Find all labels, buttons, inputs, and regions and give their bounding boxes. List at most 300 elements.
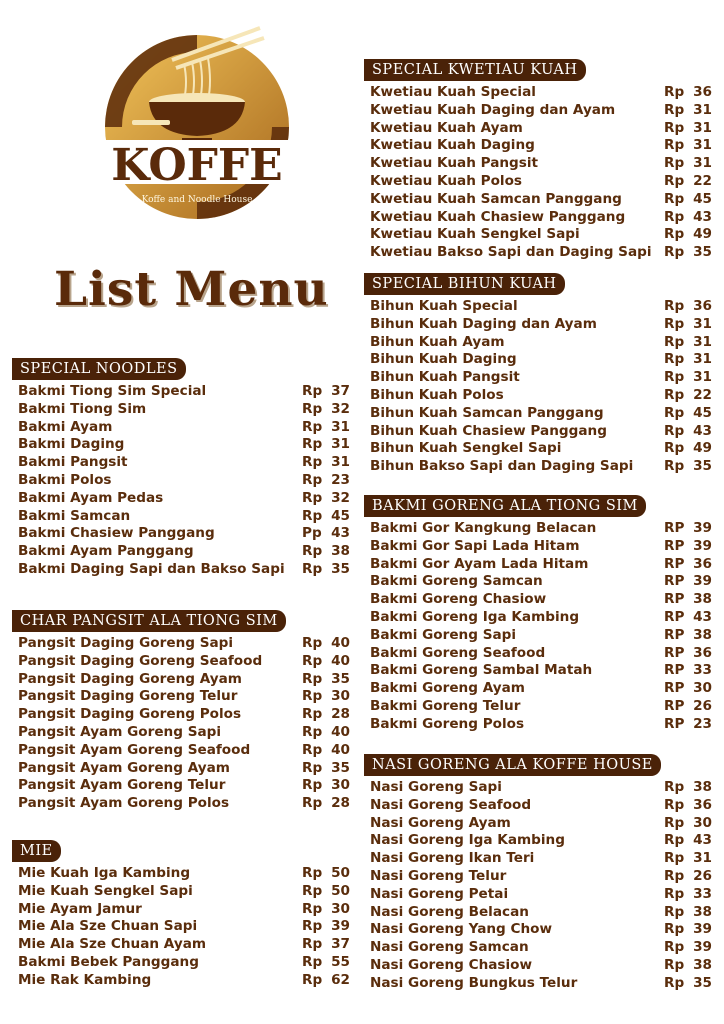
item-name: Kwetiau Kuah Special — [370, 84, 536, 100]
item-currency: RP — [664, 626, 685, 643]
menu-item — [364, 886, 712, 904]
item-currency: Rp — [302, 688, 323, 705]
menu-item — [12, 795, 350, 813]
menu-item — [12, 525, 350, 543]
menu-list — [12, 865, 350, 990]
menu-item — [364, 680, 712, 698]
item-currency: Rp — [302, 471, 323, 488]
item-currency: Rp — [302, 543, 323, 560]
item-name: Bakmi Daging — [18, 436, 125, 453]
menu-item — [364, 627, 712, 645]
menu-list — [12, 383, 350, 579]
item-name: Bakmi Ayam Panggang — [18, 543, 194, 560]
item-currency: Rp — [664, 155, 685, 172]
menu-item — [12, 865, 350, 883]
item-name: Mie Ala Sze Chuan Sapi — [18, 918, 198, 935]
item-currency: Rp — [302, 882, 323, 899]
section-header: SPECIAL KWETIAU KUAH — [364, 59, 586, 81]
item-name: Bakmi Pangsit — [18, 454, 128, 471]
item-name: Mie Ayam Jamur — [18, 900, 142, 917]
item-name: Mie Rak Kambing — [18, 971, 152, 988]
item-price: 28 — [331, 706, 350, 723]
menu-item — [364, 120, 712, 138]
item-price: 35 — [693, 244, 712, 261]
menu-item — [12, 724, 350, 742]
item-currency: Rp — [664, 298, 685, 314]
item-price: 36 — [693, 298, 712, 314]
item-name: Bakmi Chasiew Panggang — [18, 525, 215, 542]
item-price: 31 — [693, 155, 712, 172]
item-currency: Rp — [664, 84, 685, 100]
item-currency: Rp — [302, 560, 323, 577]
menu-item — [364, 662, 712, 680]
item-currency: Rp — [302, 706, 323, 723]
item-currency: RP — [664, 715, 685, 732]
item-currency: Rp — [664, 885, 685, 902]
item-currency: Rp — [302, 507, 323, 524]
item-name: Pangsit Ayam Goreng Ayam — [18, 759, 230, 776]
menu-item — [12, 543, 350, 561]
menu-item — [364, 797, 712, 815]
menu-list — [364, 779, 712, 993]
menu-item — [12, 901, 350, 919]
item-currency: Rp — [664, 867, 685, 884]
item-price: 38 — [693, 626, 712, 643]
section-header: CHAR PANGSIT ALA TIONG SIM — [12, 610, 286, 632]
item-price: 35 — [693, 974, 712, 991]
menu-item — [364, 102, 712, 120]
item-name: Pangsit Daging Goreng Seafood — [18, 652, 263, 669]
item-name: Nasi Goreng Chasiow — [370, 956, 533, 973]
item-price: 43 — [693, 832, 712, 849]
item-price: 38 — [693, 591, 712, 608]
item-price: 40 — [331, 741, 350, 758]
item-name: Bihun Kuah Ayam — [370, 333, 505, 350]
item-name: Kwetiau Kuah Daging dan Ayam — [370, 101, 616, 118]
item-name: Bihun Kuah Samcan Panggang — [370, 404, 604, 421]
item-price: 31 — [693, 351, 712, 368]
item-price: 39 — [693, 573, 712, 590]
item-price: 55 — [331, 953, 350, 970]
item-currency: Rp — [302, 918, 323, 935]
item-currency: Rp — [302, 670, 323, 687]
item-name: Kwetiau Kuah Sengkel Sapi — [370, 226, 580, 243]
item-price: 28 — [331, 795, 350, 812]
item-price: 38 — [693, 956, 712, 973]
menu-item — [364, 921, 712, 939]
item-name: Bihun Kuah Pangsit — [370, 369, 520, 386]
item-price: 39 — [693, 537, 712, 554]
menu-item — [364, 440, 712, 458]
menu-item — [12, 706, 350, 724]
item-price: 23 — [331, 471, 350, 488]
menu-item — [12, 653, 350, 671]
section-header: NASI GORENG ALA KOFFE HOUSE — [364, 754, 661, 776]
section-nasi-goreng — [364, 754, 712, 993]
menu-item — [12, 508, 350, 526]
item-currency: Rp — [664, 796, 685, 813]
item-name: Nasi Goreng Yang Chow — [370, 921, 553, 938]
item-price: 36 — [693, 644, 712, 661]
menu-item — [364, 591, 712, 609]
item-price: 35 — [331, 670, 350, 687]
item-name: Nasi Goreng Ikan Teri — [370, 850, 535, 867]
item-currency: Rp — [302, 759, 323, 776]
item-price: 37 — [331, 383, 350, 399]
item-name: Nasi Goreng Samcan — [370, 939, 529, 956]
item-name: Kwetiau Kuah Chasiew Panggang — [370, 208, 626, 225]
item-name: Kwetiau Bakso Sapi dan Daging Sapi — [370, 244, 652, 261]
menu-item — [364, 226, 712, 244]
menu-list — [364, 84, 712, 262]
item-price: 32 — [331, 489, 350, 506]
item-name: Kwetiau Kuah Ayam — [370, 119, 523, 136]
item-name: Bihun Kuah Sengkel Sapi — [370, 440, 562, 457]
item-currency: Rp — [664, 369, 685, 386]
item-price: 40 — [331, 635, 350, 651]
item-name: Bihun Kuah Daging dan Ayam — [370, 315, 597, 332]
item-currency: Rp — [664, 779, 685, 795]
menu-item — [364, 405, 712, 423]
item-name: Bakmi Ayam Pedas — [18, 489, 164, 506]
menu-item — [12, 954, 350, 972]
item-currency: Pp — [302, 525, 322, 542]
menu-item — [364, 904, 712, 922]
item-name: Nasi Goreng Seafood — [370, 796, 532, 813]
item-currency: Rp — [664, 244, 685, 261]
item-name: Bakmi Polos — [18, 471, 112, 488]
menu-item — [12, 490, 350, 508]
menu-item — [12, 454, 350, 472]
menu-item — [364, 84, 712, 102]
item-currency: RP — [664, 644, 685, 661]
item-name: Nasi Goreng Belacan — [370, 903, 529, 920]
section-header: SPECIAL BIHUN KUAH — [364, 273, 565, 295]
item-currency: Rp — [302, 652, 323, 669]
item-price: 62 — [331, 971, 350, 988]
item-currency: Rp — [664, 832, 685, 849]
item-name: Mie Kuah Iga Kambing — [18, 865, 191, 881]
item-name: Pangsit Daging Goreng Telur — [18, 688, 238, 705]
section-header: SPECIAL NOODLES — [12, 358, 186, 380]
item-price: 45 — [693, 190, 712, 207]
item-price: 36 — [693, 796, 712, 813]
section-bakmi-goreng — [364, 495, 712, 734]
item-currency: Rp — [302, 953, 323, 970]
item-currency: Rp — [664, 903, 685, 920]
menu-item — [364, 520, 712, 538]
noodle-bowl-icon — [92, 22, 302, 232]
page-title: List Menu — [54, 262, 329, 317]
item-price: 43 — [693, 208, 712, 225]
menu-item — [364, 850, 712, 868]
item-currency: Rp — [302, 936, 323, 953]
brand-tagline: Koffe and Noodle House — [141, 195, 253, 205]
item-name: Bakmi Gor Sapi Lada Hitam — [370, 537, 580, 554]
menu-item — [12, 777, 350, 795]
menu-item — [12, 936, 350, 954]
item-name: Bihun Kuah Special — [370, 298, 518, 314]
item-currency: Rp — [664, 939, 685, 956]
menu-item — [364, 173, 712, 191]
item-name: Nasi Goreng Bungkus Telur — [370, 974, 578, 991]
item-currency: Rp — [664, 974, 685, 991]
item-name: Kwetiau Kuah Samcan Panggang — [370, 190, 622, 207]
item-price: 30 — [693, 680, 712, 697]
item-price: 45 — [331, 507, 350, 524]
section-header: MIE — [12, 840, 61, 862]
item-currency: Rp — [302, 635, 323, 651]
item-price: 39 — [331, 918, 350, 935]
item-currency: RP — [664, 591, 685, 608]
item-currency: Rp — [664, 172, 685, 189]
item-price: 26 — [693, 867, 712, 884]
item-currency: Rp — [664, 137, 685, 154]
item-name: Bakmi Goreng Polos — [370, 715, 525, 732]
menu-item — [12, 401, 350, 419]
item-price: 31 — [331, 454, 350, 471]
item-price: 49 — [693, 440, 712, 457]
item-price: 22 — [693, 172, 712, 189]
item-price: 36 — [693, 555, 712, 572]
item-price: 43 — [693, 422, 712, 439]
item-price: 36 — [693, 84, 712, 100]
item-currency: Rp — [302, 795, 323, 812]
item-price: 26 — [693, 697, 712, 714]
item-price: 43 — [331, 525, 350, 542]
item-name: Bakmi Tiong Sim — [18, 400, 147, 417]
menu-item — [364, 458, 712, 476]
item-name: Mie Ala Sze Chuan Ayam — [18, 936, 207, 953]
item-currency: RP — [664, 662, 685, 679]
menu-item — [364, 387, 712, 405]
section-mie — [12, 840, 350, 990]
item-name: Bakmi Tiong Sim Special — [18, 383, 207, 399]
item-price: 39 — [693, 939, 712, 956]
menu-item — [12, 419, 350, 437]
item-price: 22 — [693, 386, 712, 403]
item-price: 31 — [693, 369, 712, 386]
item-currency: Rp — [302, 971, 323, 988]
menu-item — [364, 556, 712, 574]
item-price: 39 — [693, 520, 712, 536]
item-price: 43 — [693, 608, 712, 625]
item-price: 50 — [331, 865, 350, 881]
section-char-pangsit — [12, 610, 350, 813]
item-name: Pangsit Daging Goreng Polos — [18, 706, 242, 723]
item-currency: Rp — [664, 458, 685, 475]
item-name: Bihun Kuah Chasiew Panggang — [370, 422, 607, 439]
item-name: Nasi Goreng Iga Kambing — [370, 832, 565, 849]
item-currency: Rp — [664, 190, 685, 207]
item-currency: Rp — [664, 386, 685, 403]
item-currency: Rp — [302, 400, 323, 417]
item-price: 31 — [693, 315, 712, 332]
menu-item — [364, 975, 712, 993]
menu-item — [364, 423, 712, 441]
menu-item — [364, 939, 712, 957]
item-name: Bakmi Daging Sapi dan Bakso Sapi — [18, 560, 285, 577]
item-currency: RP — [664, 573, 685, 590]
item-name: Pangsit Daging Goreng Sapi — [18, 635, 234, 651]
menu-item — [364, 573, 712, 591]
menu-item — [364, 716, 712, 734]
item-name: Bakmi Goreng Seafood — [370, 644, 546, 661]
menu-list — [12, 635, 350, 813]
item-price: 31 — [331, 436, 350, 453]
item-price: 40 — [331, 723, 350, 740]
item-price: 37 — [331, 936, 350, 953]
item-currency: Rp — [664, 440, 685, 457]
item-price: 30 — [693, 814, 712, 831]
item-name: Nasi Goreng Telur — [370, 867, 507, 884]
item-price: 35 — [331, 759, 350, 776]
item-currency: Rp — [664, 956, 685, 973]
item-price: 38 — [331, 543, 350, 560]
item-name: Nasi Goreng Sapi — [370, 779, 502, 795]
item-name: Bakmi Gor Kangkung Belacan — [370, 520, 597, 536]
item-currency: Rp — [664, 101, 685, 118]
item-name: Pangsit Ayam Goreng Telur — [18, 777, 226, 794]
item-currency: Rp — [302, 723, 323, 740]
menu-item — [364, 155, 712, 173]
item-name: Kwetiau Kuah Polos — [370, 172, 523, 189]
item-currency: Rp — [664, 404, 685, 421]
item-name: Pangsit Ayam Goreng Polos — [18, 795, 230, 812]
item-name: Bihun Kuah Daging — [370, 351, 517, 368]
menu-item — [364, 369, 712, 387]
item-price: 31 — [693, 333, 712, 350]
item-name: Bihun Bakso Sapi dan Daging Sapi — [370, 458, 634, 475]
item-name: Bakmi Samcan — [18, 507, 131, 524]
item-price: 35 — [693, 458, 712, 475]
item-currency: RP — [664, 608, 685, 625]
menu-item — [12, 671, 350, 689]
item-currency: Rp — [664, 333, 685, 350]
menu-item — [12, 561, 350, 579]
item-currency: Rp — [664, 921, 685, 938]
item-name: Bakmi Goreng Sambal Matah — [370, 662, 593, 679]
menu-item — [364, 957, 712, 975]
menu-item — [12, 742, 350, 760]
item-price: 32 — [331, 400, 350, 417]
item-price: 31 — [693, 137, 712, 154]
item-currency: Rp — [664, 315, 685, 332]
menu-item — [12, 972, 350, 990]
menu-item — [12, 472, 350, 490]
item-currency: RP — [664, 680, 685, 697]
item-price: 38 — [693, 779, 712, 795]
menu-item — [12, 688, 350, 706]
item-name: Nasi Goreng Ayam — [370, 814, 511, 831]
item-price: 23 — [693, 715, 712, 732]
section-special-noodles — [12, 358, 350, 579]
item-name: Bakmi Goreng Chasiow — [370, 591, 547, 608]
item-price: 50 — [331, 882, 350, 899]
menu-item — [364, 538, 712, 556]
item-name: Pangsit Ayam Goreng Sapi — [18, 723, 222, 740]
item-price: 40 — [331, 652, 350, 669]
item-currency: Rp — [302, 454, 323, 471]
item-currency: RP — [664, 520, 685, 536]
item-price: 39 — [693, 921, 712, 938]
menu-item — [12, 918, 350, 936]
brand-name: KOFFE — [111, 140, 283, 191]
menu-item — [364, 244, 712, 262]
item-name: Bakmi Goreng Iga Kambing — [370, 608, 580, 625]
item-name: Bakmi Ayam — [18, 418, 113, 435]
item-currency: Rp — [302, 418, 323, 435]
item-currency: RP — [664, 537, 685, 554]
item-name: Kwetiau Kuah Pangsit — [370, 155, 539, 172]
item-price: 38 — [693, 903, 712, 920]
menu-item — [364, 645, 712, 663]
item-price: 31 — [331, 418, 350, 435]
item-currency: Rp — [664, 226, 685, 243]
section-kwetiau-kuah — [364, 59, 712, 262]
item-price: 45 — [693, 404, 712, 421]
menu-item — [12, 635, 350, 653]
item-price: 31 — [693, 101, 712, 118]
menu-list — [364, 298, 712, 476]
menu-item — [12, 436, 350, 454]
item-currency: Rp — [664, 850, 685, 867]
item-name: Bihun Kuah Polos — [370, 386, 504, 403]
item-currency: Rp — [664, 351, 685, 368]
item-name: Pangsit Ayam Goreng Seafood — [18, 741, 251, 758]
item-currency: Rp — [302, 383, 323, 399]
menu-item — [12, 383, 350, 401]
menu-item — [364, 209, 712, 227]
item-name: Bakmi Bebek Panggang — [18, 953, 199, 970]
item-price: 33 — [693, 885, 712, 902]
menu-list — [364, 520, 712, 734]
item-currency: Rp — [302, 741, 323, 758]
menu-item — [364, 832, 712, 850]
item-currency: RP — [664, 555, 685, 572]
brand-logo — [92, 22, 302, 232]
menu-item — [364, 334, 712, 352]
menu-item — [364, 298, 712, 316]
item-currency: Rp — [664, 208, 685, 225]
menu-item — [364, 351, 712, 369]
item-name: Pangsit Daging Goreng Ayam — [18, 670, 242, 687]
item-currency: Rp — [302, 436, 323, 453]
item-price: 30 — [331, 688, 350, 705]
item-currency: Rp — [664, 119, 685, 136]
menu-item — [364, 698, 712, 716]
menu-item — [12, 760, 350, 778]
item-price: 49 — [693, 226, 712, 243]
item-currency: Rp — [302, 489, 323, 506]
item-currency: Rp — [664, 422, 685, 439]
item-price: 31 — [693, 119, 712, 136]
menu-item — [364, 815, 712, 833]
item-name: Kwetiau Kuah Daging — [370, 137, 535, 154]
item-price: 30 — [331, 777, 350, 794]
item-name: Bakmi Gor Ayam Lada Hitam — [370, 555, 589, 572]
item-price: 35 — [331, 560, 350, 577]
item-currency: Rp — [302, 777, 323, 794]
item-name: Bakmi Goreng Ayam — [370, 680, 525, 697]
section-bihun-kuah — [364, 273, 712, 476]
section-header: BAKMI GORENG ALA TIONG SIM — [364, 495, 646, 517]
item-price: 31 — [693, 850, 712, 867]
item-currency: Rp — [664, 814, 685, 831]
item-name: Bakmi Goreng Sapi — [370, 626, 517, 643]
menu-item — [364, 868, 712, 886]
menu-item — [364, 609, 712, 627]
